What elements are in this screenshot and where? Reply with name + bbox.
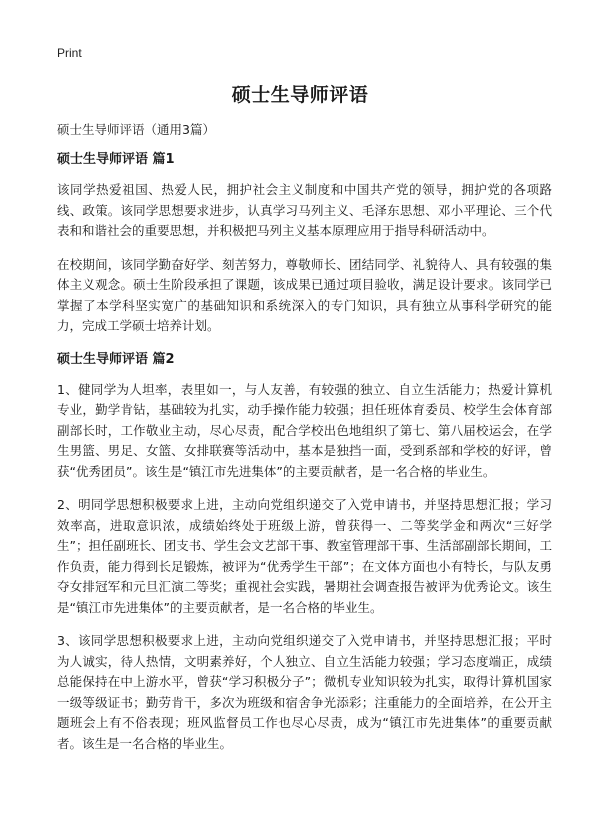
- section-heading: 硕士生导师评语 篇2: [57, 351, 175, 367]
- page-title: 硕士生导师评语: [231, 84, 369, 106]
- paragraph: 在校期间，该同学勤奋好学、刻苦努力，尊敬师长、团结同学、礼貌待人、具有较强的集体主义观念。硕士生阶段承担了课题，该成果已通过项目验收，满足设计要求。该同学已掌握了本学科坚实宽广的基础知识和系统深入的专门知识，具有独立从事科学研究的能力，完成工学硕士培养计划。: [57, 256, 552, 333]
- section-1: [57, 150, 552, 337]
- print-link[interactable]: Print: [57, 46, 82, 60]
- paragraph: 2、明同学思想积极要求上进，主动向党组织递交了入党申请书，并坚持思想汇报；学习效率高，进取意识浓，成绩始终处于班级上游，曾获得一、二等奖学金和两次“三好学生”；担任副班长、团支书、学生会文艺部干事、教室管理部干事、生活部副部长期间，工作负责，能力得到长足锻炼，被评为“优秀学生干部”；在文体方面也小有特长，与队友勇夺女排冠军和元旦汇演二等奖；重视社会实践，暑期社会调查报告被评为优秀论文。该生是“镇江市先进集体”的主要贡献者，是一名合格的毕业生。: [57, 497, 552, 615]
- page-subtitle: 硕士生导师评语（通用3篇）: [57, 122, 215, 137]
- section-heading: 硕士生导师评语 篇1: [57, 152, 175, 167]
- document-body: [57, 150, 552, 767]
- paragraph: 1、健同学为人坦率，表里如一，与人友善，有较强的独立、自立生活能力；热爱计算机专业，勤学肯钻，基础较为扎实，动手操作能力较强；担任班体育委员、校学生会体育部副部长时，工作敬业主动，尽心尽责，配合学校出色地组织了第七、第八届校运会，在学生男篮、男足、女篮、女排联赛等活动中，基本是独挡一面，受到系部和学校的好评，曾获“优秀团员”。该生是“镇江市先进集体”的主要贡献者，是一名合格的毕业生。: [57, 381, 552, 479]
- section-2: [57, 350, 552, 755]
- paragraph: 该同学热爱祖国、热爱人民，拥护社会主义制度和中国共产党的领导，拥护党的各项路线、政策。该同学思想要求进步，认真学习马列主义、毛泽东思想、邓小平理论、三个代表和和谐社会的重要思想，并积极把马列主义基本原理应用于指导科研活动中。: [57, 182, 552, 238]
- paragraph: 3、该同学思想积极要求上进，主动向党组织递交了入党申请书，并坚持思想汇报；平时为人诚实，待人热情，文明素养好，个人独立、自立生活能力较强；学习态度端正，成绩总能保持在中上游水平，曾获“学习积极分子”；微机专业知识较为扎实，取得计算机国家一级等级证书；勤劳肯干，多次为班级和宿舍争光添彩；注重能力的全面培养，在公开主题班会上有不俗表现；班风监督员工作也尽心尽责，成为“镇江市先进集体”的重要贡献者。该生是一名合格的毕业生。: [57, 633, 552, 751]
